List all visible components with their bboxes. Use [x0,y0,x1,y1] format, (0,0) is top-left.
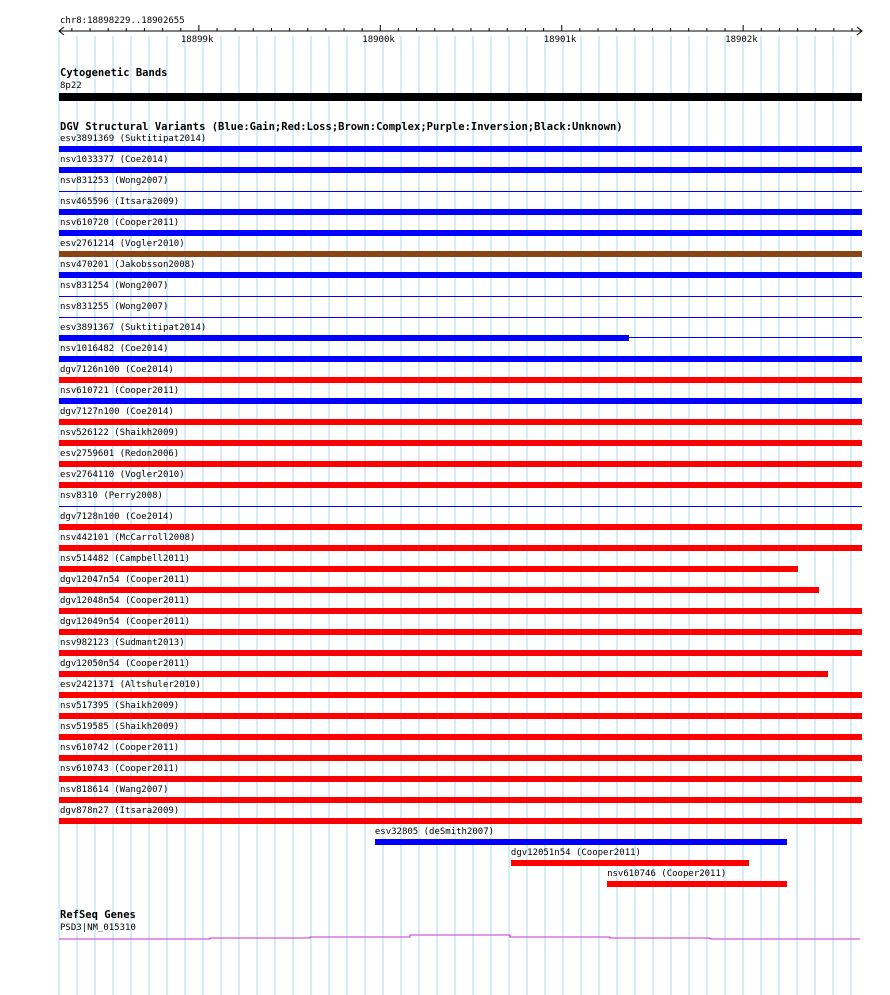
variant-bar[interactable] [59,251,862,257]
variant-bar[interactable] [59,146,862,152]
ruler-tick-label: 18901k [543,35,577,45]
variant-label[interactable]: dgv12048n54 (Cooper2011) [60,596,191,606]
refseq-track-title: RefSeq Genes [60,909,136,921]
variant-bar[interactable] [59,209,862,215]
variant-label[interactable]: nsv610746 (Cooper2011) [607,869,727,879]
variant-label[interactable]: dgv12051n54 (Cooper2011) [510,848,641,858]
ruler-tick-label: 18899k [180,35,214,45]
variant-bar[interactable] [59,755,862,761]
cytoband-bar[interactable] [59,93,862,101]
variant-label[interactable]: nsv442101 (McCarroll2008) [60,533,196,543]
variant-label[interactable]: nsv831255 (Wong2007) [60,302,169,312]
variant-bar[interactable] [59,419,862,425]
variant-bar[interactable] [59,608,862,614]
variant-label[interactable]: nsv470201 (Jakobsson2008) [60,260,196,270]
variant-label[interactable]: dgv12047n54 (Cooper2011) [60,575,191,585]
variant-bar[interactable] [59,776,862,782]
variant-label[interactable]: esv3891369 (Suktitipat2014) [60,134,207,144]
variant-bar[interactable] [59,317,862,318]
variant-label[interactable]: nsv517395 (Shaikh2009) [60,701,180,711]
variant-bar[interactable] [59,818,862,824]
variant-bar[interactable] [59,566,798,572]
variant-label[interactable]: nsv519585 (Shaikh2009) [60,722,180,732]
variant-bar[interactable] [59,713,862,719]
variant-bar[interactable] [607,881,787,887]
variant-bar[interactable] [59,377,862,383]
variant-label[interactable]: nsv818614 (Wang2007) [60,785,169,795]
variant-label[interactable]: nsv465596 (Itsara2009) [60,197,180,207]
ruler-position: chr8:18898229..18902655 [60,16,185,26]
variant-label[interactable]: dgv7128n100 (Coe2014) [60,512,174,522]
variant-bar[interactable] [59,398,862,404]
variant-label[interactable]: esv2764110 (Vogler2010) [60,470,185,480]
variant-bar[interactable] [59,335,629,341]
variant-label[interactable]: esv2761214 (Vogler2010) [60,239,185,249]
variant-bar[interactable] [59,272,862,278]
variant-label[interactable]: nsv610742 (Cooper2011) [60,743,180,753]
ruler-tick-label: 18902k [725,35,758,45]
variant-label[interactable]: nsv1016482 (Coe2014) [60,344,169,354]
variant-label[interactable]: nsv831253 (Wong2007) [60,176,169,186]
variant-label[interactable]: nsv831254 (Wong2007) [60,281,169,291]
variant-label[interactable]: esv2759601 (Redon2006) [60,449,180,459]
variant-label[interactable]: nsv1033377 (Coe2014) [60,155,169,165]
variant-bar[interactable] [511,860,749,866]
variant-bar[interactable] [375,839,787,845]
variant-bar[interactable] [59,482,862,488]
variant-bar[interactable] [59,587,819,593]
refseq-gene-label[interactable]: PSD3|NM_015310 [60,923,136,933]
variant-bar[interactable] [59,506,862,507]
variant-bar[interactable] [59,650,862,656]
cytoband-track-title: Cytogenetic Bands [60,67,168,79]
variant-label[interactable]: nsv610720 (Cooper2011) [60,218,180,228]
variant-bar[interactable] [59,692,862,698]
variant-bar[interactable] [59,671,828,677]
variant-label[interactable]: nsv610721 (Cooper2011) [60,386,180,396]
variant-bar[interactable] [59,296,862,297]
variant-label[interactable]: dgv7126n100 (Coe2014) [60,365,174,375]
variant-bar-extension [629,337,862,338]
variant-label[interactable]: dgv12049n54 (Cooper2011) [60,617,191,627]
variant-label[interactable]: esv3891367 (Suktitipat2014) [60,323,207,333]
variant-label[interactable]: dgv878n27 (Itsara2009) [60,806,180,816]
variant-label[interactable]: esv2421371 (Altshuler2010) [60,680,201,690]
dgv-track-title: DGV Structural Variants (Blue:Gain;Red:Loss;Brown:Complex;Purple:Inversion;Black:Unknown) [60,121,623,133]
variant-label[interactable]: dgv7127n100 (Coe2014) [60,407,174,417]
variant-label[interactable]: dgv12050n54 (Cooper2011) [60,659,191,669]
cytoband-label: 8p22 [60,81,82,91]
variant-label[interactable]: nsv514482 (Campbell2011) [60,554,191,564]
variant-label[interactable]: nsv610743 (Cooper2011) [60,764,180,774]
variant-bar[interactable] [59,524,862,530]
variant-bar[interactable] [59,629,862,635]
variant-bar[interactable] [59,356,862,362]
variant-bar[interactable] [59,797,862,803]
variant-bar[interactable] [59,191,862,192]
variant-label[interactable]: nsv982123 (Sudmant2013) [60,638,185,648]
variant-bar[interactable] [59,167,862,173]
ruler-tick-label: 18900k [362,35,395,45]
refseq-gene-line[interactable] [0,930,890,944]
variant-bar[interactable] [59,734,862,740]
variant-label[interactable]: nsv526122 (Shaikh2009) [60,428,180,438]
variant-bar[interactable] [59,440,862,446]
variant-bar[interactable] [59,230,862,236]
variant-label[interactable]: esv32805 (deSmith2007) [374,827,495,837]
variant-label[interactable]: nsv8310 (Perry2008) [60,491,163,501]
variant-bar[interactable] [59,461,862,467]
variant-bar[interactable] [59,545,862,551]
